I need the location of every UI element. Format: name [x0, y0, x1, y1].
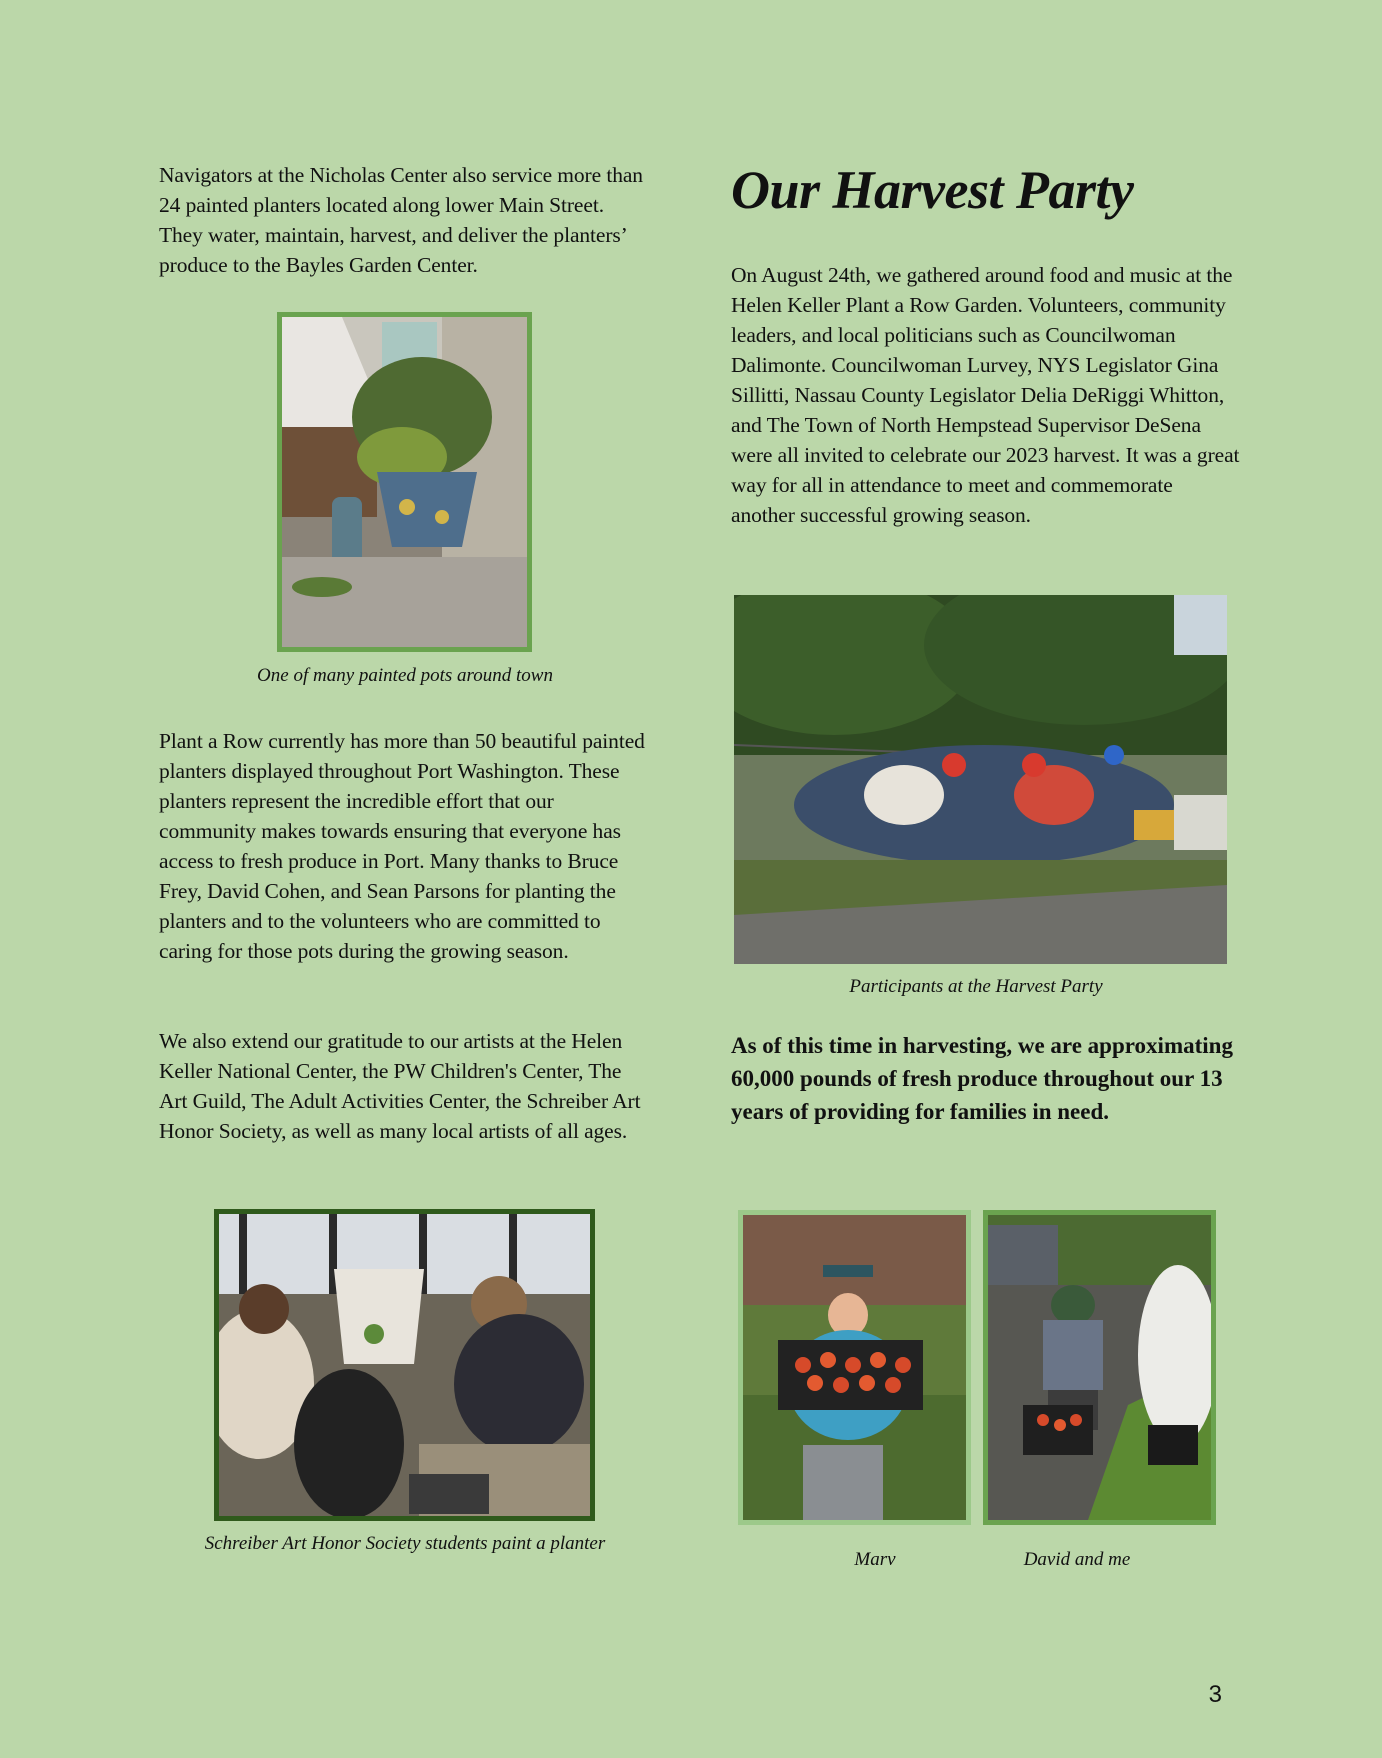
- students-painting-photo: [214, 1209, 595, 1521]
- caption-harvest-party: Participants at the Harvest Party: [849, 976, 1103, 997]
- marv-tomatoes-photo: [738, 1210, 971, 1525]
- right-column: [731, 260, 1241, 530]
- page-title: Our Harvest Party: [731, 160, 1134, 220]
- david-and-me-photo: [983, 1210, 1216, 1525]
- left-paragraph-planters-service: Navigators at the Nicholas Center also service more than 24 painted planters located along lower Main Street. They water, maintain, harvest, and deliver the planters’ produce to the Bayles Garden Center.: [159, 163, 643, 277]
- caption-students-painting: Schreiber Art Honor Society students paint a planter: [204, 1533, 606, 1554]
- caption-painted-pots: One of many painted pots around town: [257, 665, 553, 686]
- harvest-total-highlight: As of this time in harvesting, we are approximating 60,000 pounds of fresh produce throughout our 13 years of providing for families in need.: [731, 1033, 1233, 1124]
- left-column-2: [159, 726, 651, 966]
- left-paragraph-painted-planters: Plant a Row currently has more than 50 beautiful painted planters displayed throughout Port Washington. These planters represent the incredible effort that our community makes towards ensuring that everyone has access to fresh produce in Port. Many thanks to Bruce Frey, David Cohen, and Sean Parsons for planting the planters and to the volunteers who are committed to caring for those pots during the growing season.: [159, 729, 645, 963]
- painted-pot-photo: [277, 312, 532, 652]
- caption-marv: Marv: [854, 1549, 896, 1570]
- left-column: [159, 160, 651, 280]
- harvest-party-group-photo: [734, 595, 1227, 964]
- right-paragraph-harvest-party: On August 24th, we gathered around food and music at the Helen Keller Plant a Row Garden. Volunteers, community leaders, and local politicians such as Councilwoman Dalimonte. Councilwoman Lurvey, NYS Legislator Gina Sillitti, Nassau County Legislator Delia DeRiggi Whitton, and The Town of North Hempstead Supervisor DeSena were all invited to celebrate our 2023 harvest. It was a great way for all in attendance to meet and commemorate another successful growing season.: [731, 263, 1240, 527]
- caption-david-and-me: David and me: [1023, 1549, 1131, 1570]
- left-column-3: [159, 1026, 651, 1146]
- page-number: 3: [1208, 1681, 1222, 1708]
- left-paragraph-artists: We also extend our gratitude to our artists at the Helen Keller National Center, the PW Children's Center, The Art Guild, The Adult Activities Center, the Schreiber Art Honor Society, as well as many local artists of all ages.: [159, 1029, 641, 1143]
